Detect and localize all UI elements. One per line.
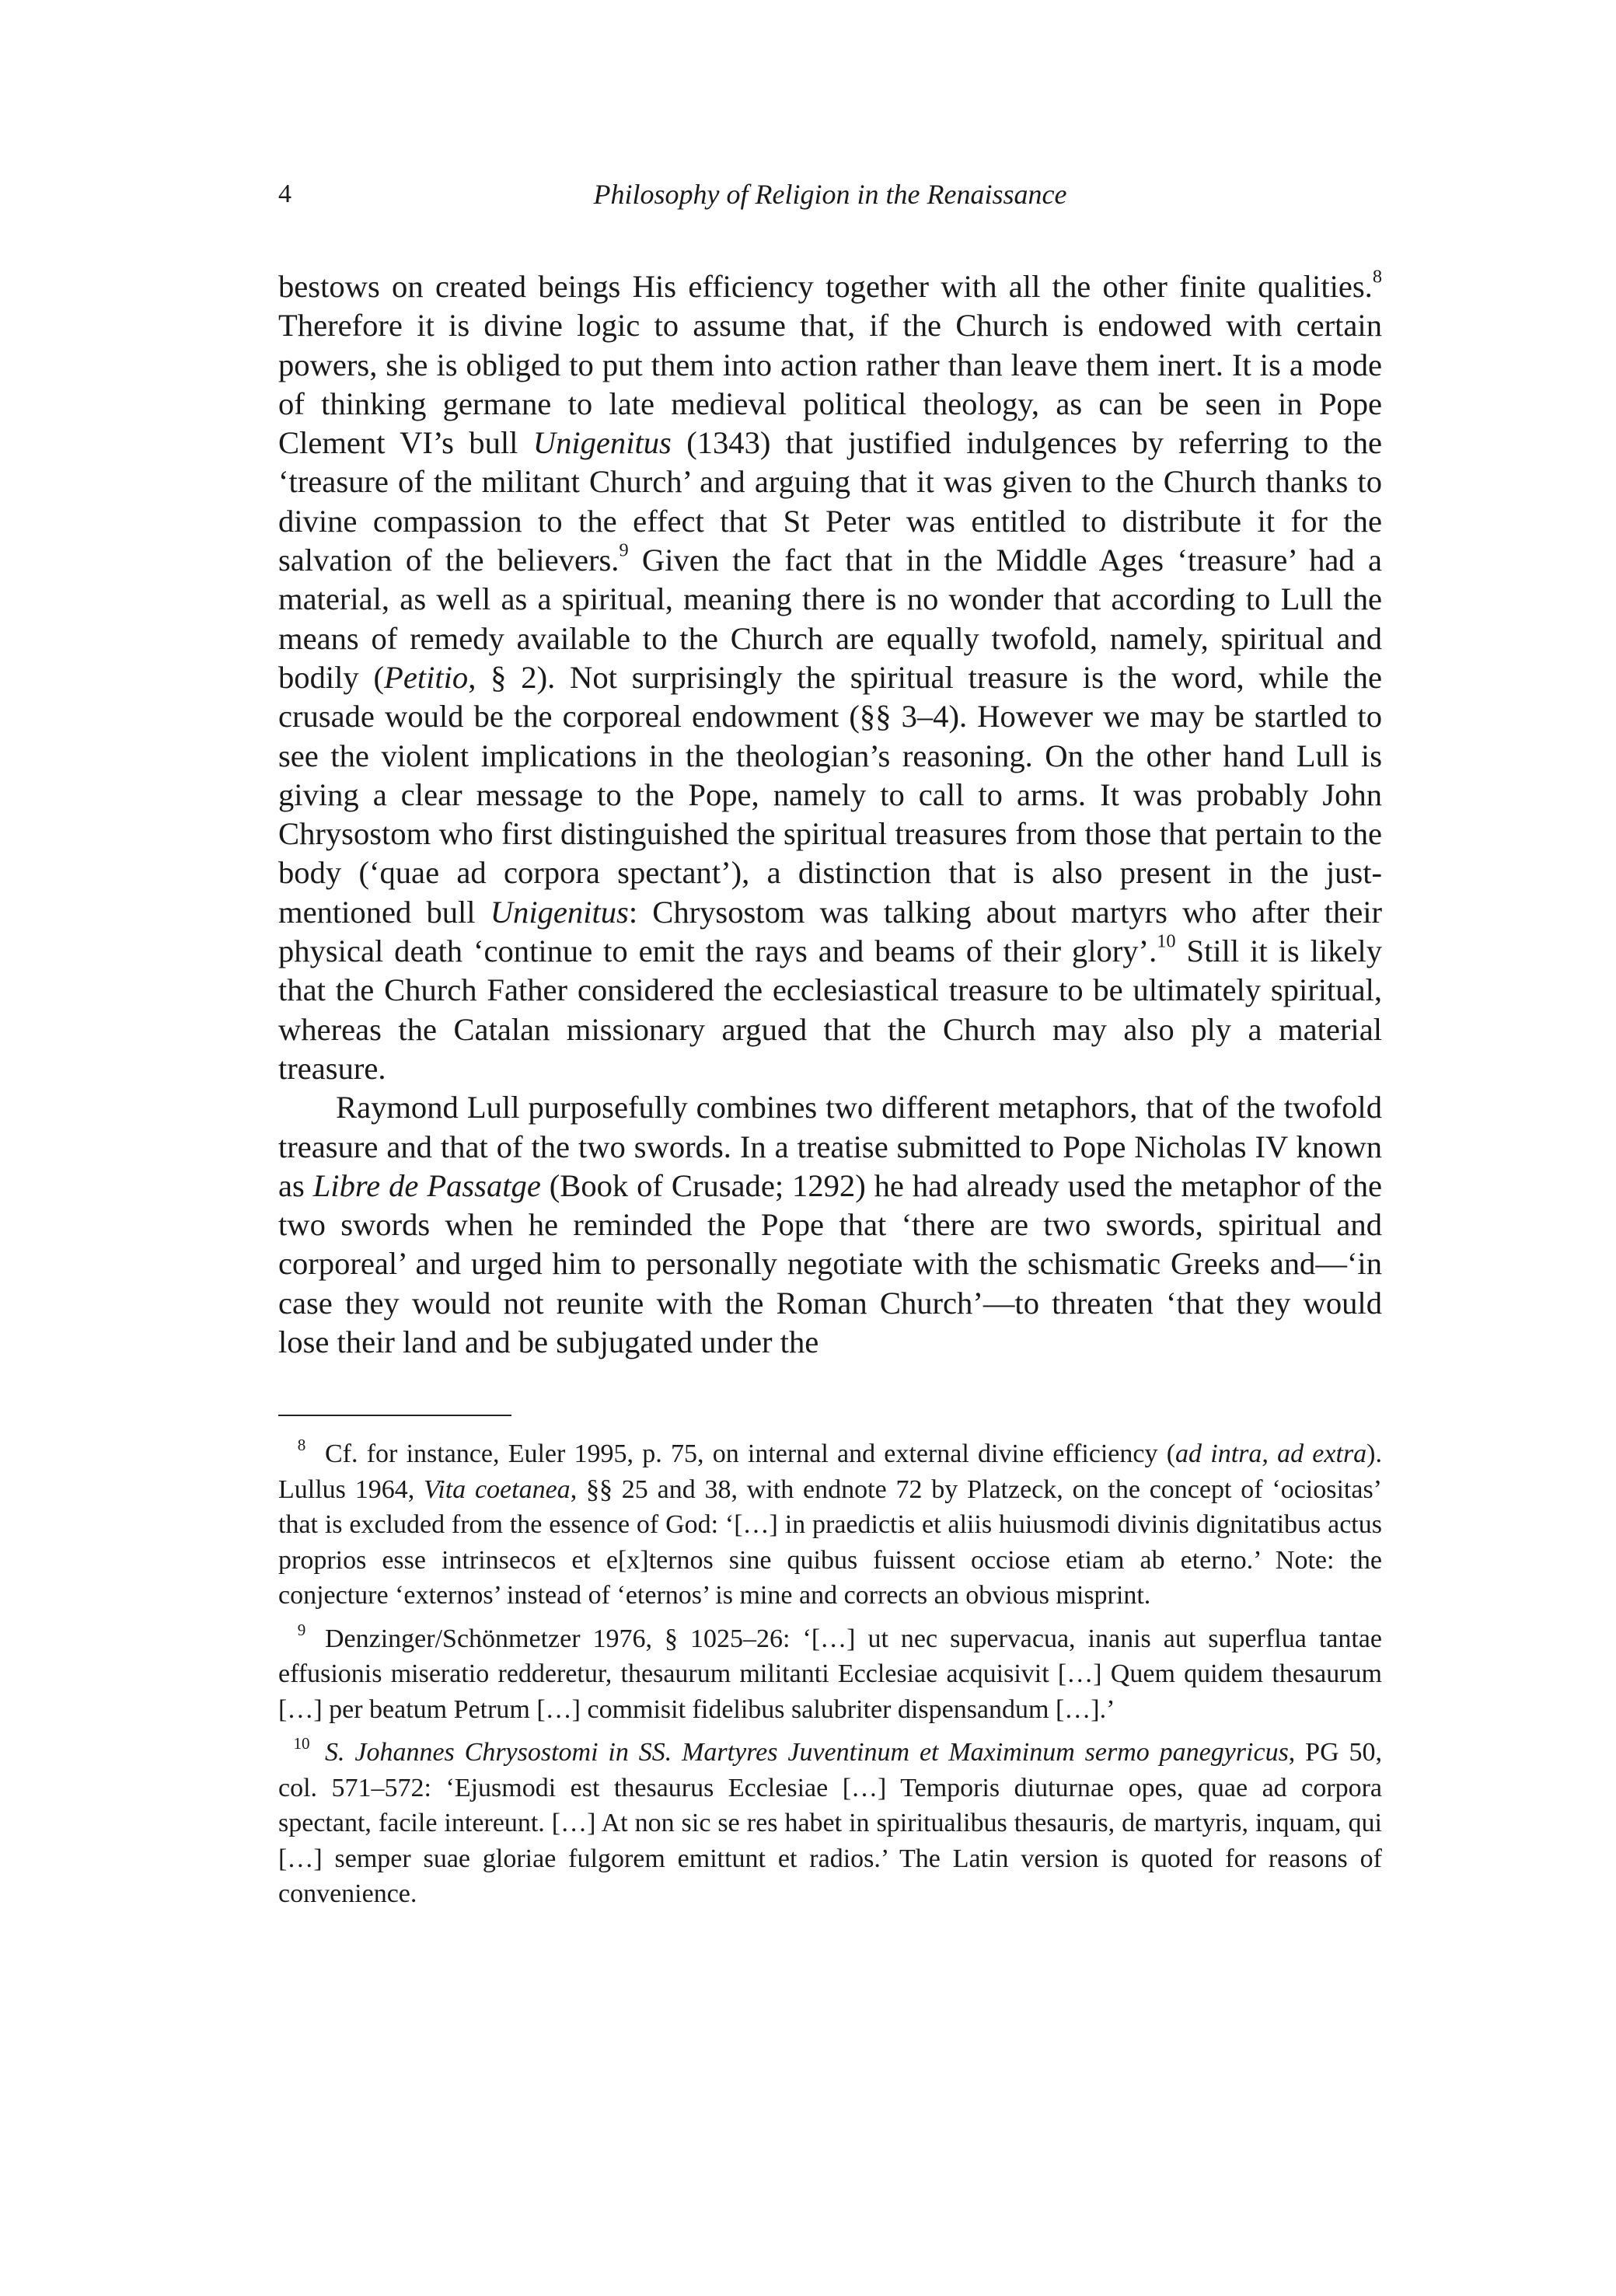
text-span: : Chrysostom was talking about martyrs who after their physical death ‘continue to emit the rays and beams of their glory’. [278,894,1382,969]
text-span: , §§ 25 and 38, with endnote 72 by Platzeck, on the concept of ‘ociositas’ that is excluded from the essence of God: ‘[…] in praedictis et aliis huiusmodi divinis dignitatibus actus proprios esse intrinsecos et e[x]ternos sine quibus fuissent occiose etiam ab eterno.’ Note: the conjecture ‘externos’ instead of ‘eternos’ is mine and corrects an obvious misprint. [278,1474,1382,1610]
italic-title: Petitio [384,659,469,695]
text-span: Still it is likely that the Church Father considered the ecclesiastical treasure to be ultimately spiritual, whereas the Catalan missionary argued that the Church may also ply a material treasure. [278,933,1382,1086]
text-span: bestows on created beings His efficiency together with all the other finite qualities. [278,269,1373,304]
page-number: 4 [278,180,291,208]
text-span: Cf. for instance, Euler 1995, p. 75, on internal and external divine efficiency ( [325,1439,1176,1468]
italic-title: Libre de Passatge [312,1167,541,1203]
footnote-divider [278,1415,511,1416]
text-span: (Book of Crusade; 1292) he had already used the metaphor of the two swords when he reminded the Pope that ‘there are two swords, spiritual and corporeal’ and urged him to personally negotiate with the schismatic Greeks and—‘in case they would not reunite with the Roman Church’—to threaten ‘that they would lose their land and be subjugated under the [278,1167,1382,1360]
text-span: , § 2). Not surprisingly the spiritual treasure is the word, while the crusade would be the corporeal endowment (§§ 3–4). However we may be startled to see the violent implications in the theologian’s reasoning. On the other hand Lull is giving a clear message to the Pope, namely to call to arms. It was probably John Chrysostom who first distinguished the spiritual treasures from those that pertain to the body (‘quae ad corpora spectant’), a distinction that is also present in the just-mentioned bull [278,659,1382,930]
text-span: , PG 50, col. 571–572: ‘Ejusmodi est thesaurus Ecclesiae […] Temporis diuturnae opes, quae ad corpora spectant, facile intereunt. […] At non sic se res habet in spiritualibus thesauris, de martyris, inquam, qui […] semper suae gloriae fulgorem emittunt et radios.’ The Latin version is quoted for reasons of convenience. [278,1738,1382,1908]
footnote-ref-10[interactable]: 10 [1157,930,1176,952]
text-span: Given the fact that in the Middle Ages ‘treasure’ had a material, as well as a spiritual, meaning there is no wonder that according to Lull the means of remedy available to the Church are equally twofold, namely, spiritual and bodily ( [278,543,1382,695]
text-span: Raymond Lull purposefully combines two different metaphors, that of the twofold treasure and that of the two swords. In a treatise submitted to Pope Nicholas IV known as [278,1090,1382,1203]
italic-text: ad intra, ad extra [1175,1439,1367,1468]
text-span: (1343) that justified indulgences by referring to the ‘treasure of the militant Church’ and arguing that it was given to the Church thanks to divine compassion to the effect that St Peter was entitled to distribute it for the salvation of the believers. [278,425,1382,578]
running-head [278,176,1382,213]
italic-title: Unigenitus [490,894,629,930]
text-span: Denzinger/Schönmetzer 1976, § 1025–26: ‘[…] ut nec supervacua, inanis aut superflua tantae effusionis miseratio redderetur, thesaurum militanti Ecclesiae acquisivit […] Quem quidem thesaurum […] per beatum Petrum […] commisit fidelibus salubriter dispensandum […].’ [278,1624,1382,1724]
main-text [278,267,1382,1362]
italic-title: Unigenitus [532,425,672,461]
footnote-ref-9[interactable]: 9 [619,539,629,561]
footnote-8: 8 Cf. for instance, Euler 1995, p. 75, on internal and external divine efficiency (ad intra, ad extra). Lullus 1964, Vita coetanea, §§ 25 and 38, with endnote 72 by Platzeck, on the concept of ‘ociositas’ that is excluded from the essence of God: ‘[…] in praedictis et aliis huiusmodi divinis dignitatibus actus proprios esse intrinsecos et e[x]ternos sine quibus fuissent occiose etiam ab eterno.’ Note: the conjecture ‘externos’ instead of ‘eternos’ is mine and corrects an obvious misprint. [278,1436,1382,1610]
footnote-ref-8[interactable]: 8 [1372,266,1382,288]
text-span: ). Lullus 1964, [278,1439,1382,1504]
paragraph [278,1088,1382,1362]
italic-text: Vita coetanea [424,1474,571,1504]
text-span: Therefore it is divine logic to assume that, if the Church is endowed with certain powers, she is obliged to put them into action rather than leave them inert. It is a mode of thinking germane to late medieval political theology, as can be seen in Pope Clement VI’s bull [278,308,1382,461]
footnote-9: 9 Denzinger/Schönmetzer 1976, § 1025–26: ‘[…] ut nec supervacua, inanis aut superflua tantae effusionis miseratio redderetur, thesaurum militanti Ecclesiae acquisivit […] Quem quidem thesaurum […] per beatum Petrum […] commisit fidelibus salubriter dispensandum […].’ [278,1620,1382,1724]
paragraph [278,267,1382,1088]
running-head-title: Philosophy of Religion in the Renaissance [593,179,1067,210]
italic-text: S. Johannes Chrysostomi in SS. Martyres Juventinum et Maximinum sermo panegyricus [325,1738,1289,1767]
footnote-10: 10 S. Johannes Chrysostomi in SS. Martyres Juventinum et Maximinum sermo panegyricus, PG 50, col. 571–572: ‘Ejusmodi est thesaurus Ecclesiae […] Temporis diuturnae opes, quae ad corpora spectant, facile intereunt. […] At non sic se res habet in spiritualibus thesauris, de martyris, inquam, qui […] semper suae gloriae fulgorem emittunt et radios.’ The Latin version is quoted for reasons of convenience. [278,1734,1382,1908]
footnotes [278,1436,1382,1920]
